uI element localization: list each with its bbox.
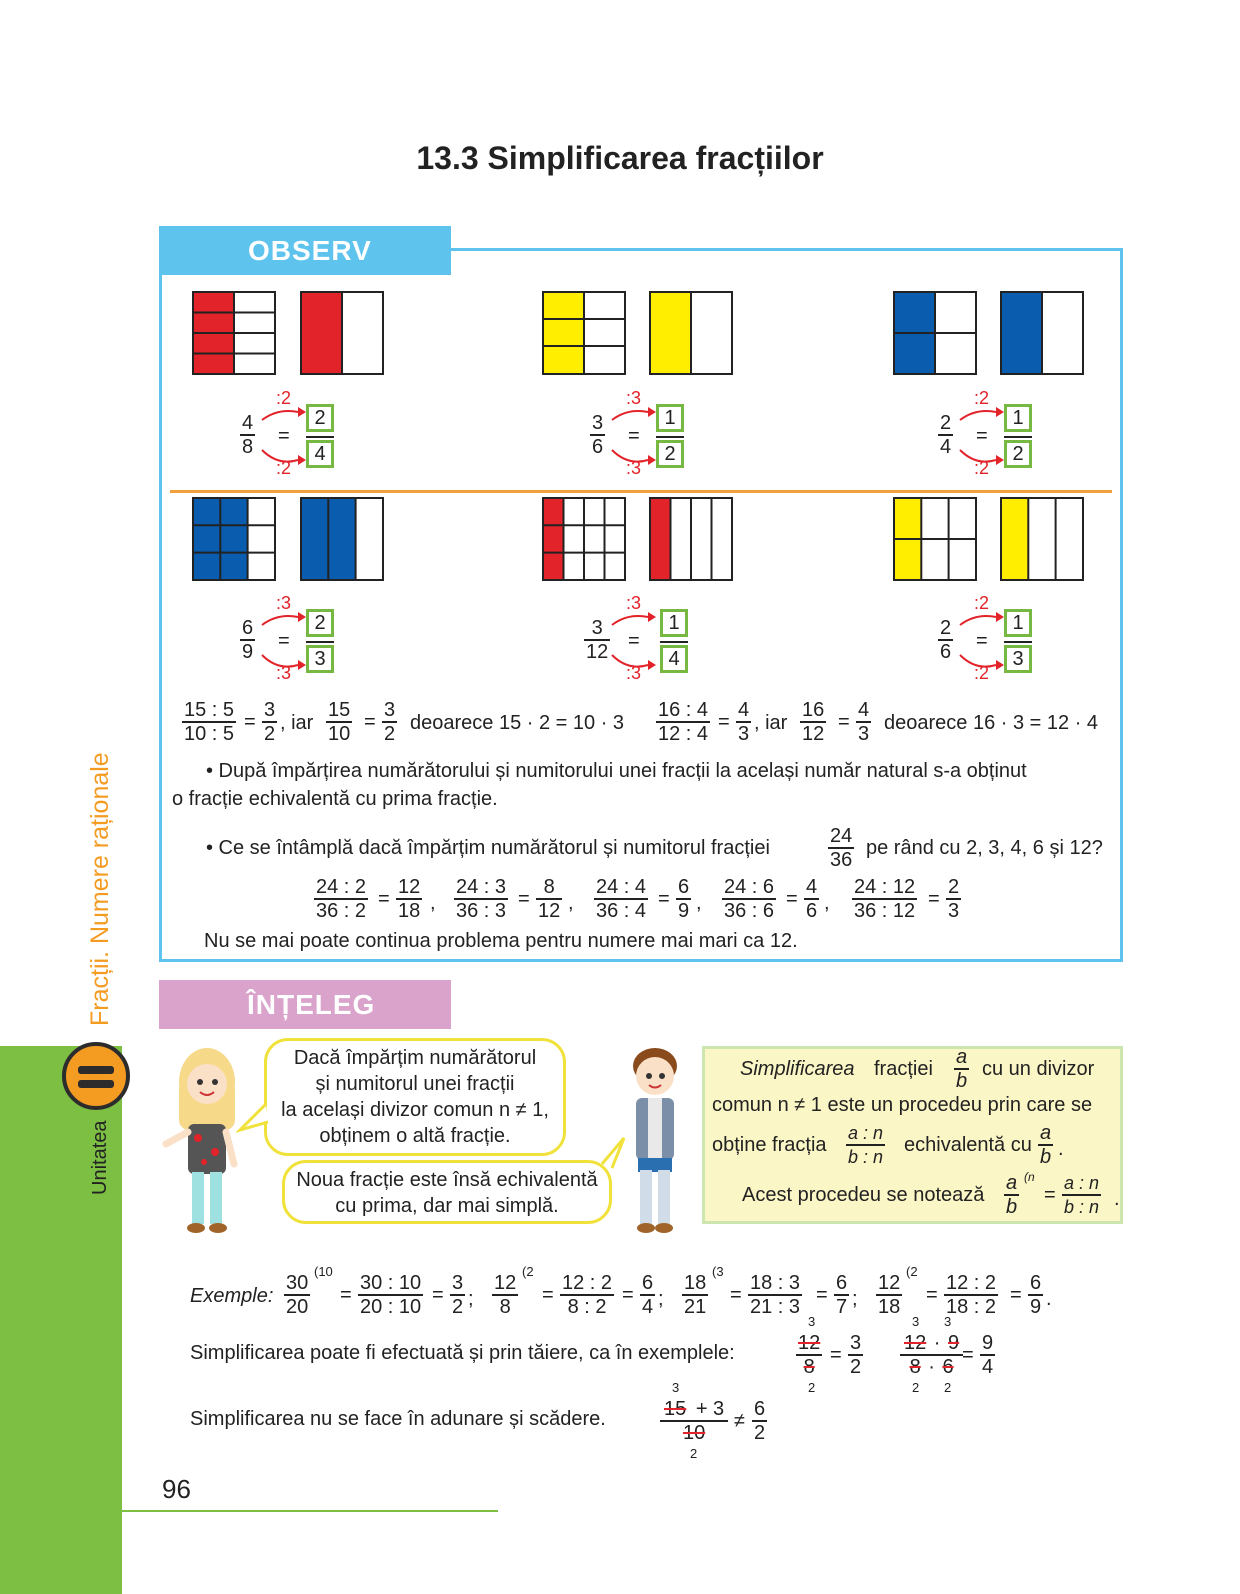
definition-frac-ab-2: a b (1040, 1122, 1052, 1168)
bubble-line: la același divizor comun n ≠ 1, (281, 1099, 549, 1121)
ex1-result-den: 4 (306, 440, 334, 468)
ex2-result-den: 2 (656, 440, 684, 468)
ex3-result-num: 1 (1004, 404, 1032, 432)
grid-6-9 (193, 498, 275, 580)
bullet2-pre: • Ce se întâmplă dacă împărțim numărătorul și numitorul fracției (206, 837, 770, 859)
page-title: 13.3 Simplificarea fracțiilor (416, 140, 824, 176)
cancel1-frac: 12 8 (798, 1332, 821, 1378)
cancel1-result: 3 2 (850, 1332, 862, 1378)
eq1-iar: , iar (280, 712, 314, 734)
equals: = (718, 711, 730, 733)
bar-icon (78, 1080, 114, 1088)
noadd-n2: + 3 (695, 1398, 725, 1420)
cancel-text: Simplificarea poate fi efectuată și prin tăiere, ca în exemplele: (190, 1342, 735, 1364)
speech-bubble-girl (264, 1038, 566, 1156)
noadd-result: 6 2 (754, 1398, 766, 1444)
div4-result: 4 6 (806, 876, 818, 922)
div1-frac: 24 : 2 36 : 2 (316, 876, 367, 922)
eq2-iar: , iar (754, 712, 788, 734)
bullet2-post: pe rând cu 2, 3, 4, 6 și 12? (866, 837, 1103, 859)
grid-2-4 (301, 292, 383, 374)
example3-sup: (3 (712, 1264, 724, 1279)
examples-label: Exemple: (190, 1285, 274, 1307)
ex5-fraction: 3 12 (586, 617, 609, 663)
bullet1-line2: o fracție echivalentă cu prima fracție. (172, 788, 498, 810)
definition-frac-an-bn: a : n b : n (848, 1123, 884, 1167)
equals: = (786, 888, 798, 910)
equals: = (730, 1284, 742, 1306)
equals: = (976, 630, 988, 652)
definition-frac-an-bn-2: a : n b : n (1064, 1173, 1100, 1217)
bubble-line: obținem o altă fracție. (319, 1125, 511, 1147)
equals: = (244, 711, 256, 733)
period: . (1058, 1138, 1064, 1160)
example1-frac: 30 20 (286, 1272, 309, 1318)
grid-1-2-yellow (650, 292, 732, 374)
definition-l1-mid: fracției (874, 1058, 933, 1080)
bubble-line: cu prima, dar mai simplă. (335, 1195, 559, 1217)
eq2-frac-b: 4 3 (738, 699, 750, 745)
cancel1-top: 3 (808, 1314, 816, 1329)
eq1-frac-a: 15 : 5 10 : 5 (184, 699, 235, 745)
equals: = (378, 888, 390, 910)
div4-frac: 24 : 6 36 : 6 (724, 876, 775, 922)
eq2-frac-c: 16 12 (802, 699, 825, 745)
example4-steps: 12 : 2 18 : 2 (946, 1272, 997, 1318)
fraction-bar (306, 436, 334, 438)
ex2-op-bot: :3 (626, 458, 642, 478)
ex1-result-num: 2 (306, 404, 334, 432)
ex6-result-den: 3 (1004, 645, 1032, 673)
div5-result: 2 3 (948, 876, 960, 922)
bubble-line: Noua fracție este însă echivalentă (296, 1169, 598, 1191)
ex5-op-bot: :3 (626, 663, 642, 683)
eq1-frac-b: 3 2 (264, 699, 276, 745)
example4-sup: (2 (906, 1264, 918, 1279)
noadd-frac (660, 1398, 728, 1444)
equals: = (816, 1284, 828, 1306)
bullet2-fraction: 24 36 (830, 825, 853, 871)
cancel2-n2: 9 (948, 1332, 960, 1354)
observ-tab: OBSERV (159, 226, 451, 275)
grid-4-8 (193, 292, 275, 374)
cancel2-bot1: 2 (912, 1380, 920, 1395)
equals: = (830, 1344, 842, 1366)
fraction-grids (0, 0, 1240, 700)
definition-frac-ab: a b (956, 1046, 968, 1092)
example2-steps: 12 : 2 8 : 2 (562, 1272, 613, 1318)
separator: , (696, 892, 702, 914)
grid-2-4-blue (894, 292, 976, 374)
ex2-result-num: 1 (656, 404, 684, 432)
equals: = (340, 1284, 352, 1306)
equals: = (658, 888, 670, 910)
noadd-den: 10 (682, 1422, 706, 1444)
noadd-bot: 2 (690, 1446, 698, 1461)
ex6-result-num: 1 (1004, 609, 1032, 637)
noadd-text: Simplificarea nu se face în adunare și scădere. (190, 1408, 606, 1430)
fraction-bar (1004, 436, 1032, 438)
equals: = (432, 1284, 444, 1306)
cancel2-result: 9 4 (982, 1332, 994, 1378)
speech-bubble-boy (282, 1160, 612, 1224)
eq1-frac-c: 15 10 (328, 699, 351, 745)
ex2-fraction: 3 6 (592, 412, 604, 458)
equals: = (838, 711, 850, 733)
equals: = (928, 888, 940, 910)
equals: = (1044, 1184, 1056, 1206)
equals: = (364, 711, 376, 733)
conclusion-text: Nu se mai poate continua problema pentru numere mai mari ca 12. (204, 930, 798, 952)
noadd-neq: ≠ (734, 1410, 745, 1432)
footer-line (122, 1510, 498, 1512)
example2-frac: 12 8 (494, 1272, 517, 1318)
example4-result: 6 9 (1030, 1272, 1042, 1318)
definition-frac-ab-3: a b (1006, 1172, 1018, 1218)
div1-result: 12 18 (398, 876, 421, 922)
boy-illustration (622, 1040, 688, 1236)
fraction-bar (660, 641, 688, 643)
separator: , (824, 892, 830, 914)
definition-l3-pre: obține fracția (712, 1134, 827, 1156)
ex4-op-bot: :3 (276, 663, 292, 683)
ex6-fraction: 2 6 (940, 617, 952, 663)
ex5-op-top: :3 (626, 593, 642, 613)
definition-l1-end: cu un divizor (982, 1058, 1095, 1080)
ex2-op-top: :3 (626, 388, 642, 408)
equals: = (278, 425, 290, 447)
bubble-line: Dacă împărțim numărătorul (293, 1047, 537, 1069)
cancel2-top2: 3 (944, 1314, 952, 1329)
div5-frac: 24 : 12 36 : 12 (854, 876, 916, 922)
eq2-frac-a: 16 : 4 12 : 4 (658, 699, 709, 745)
bullet1-line1: • După împărțirea numărătorului și numitorului unei fracții la același număr natural s-a obținut (206, 760, 1027, 782)
eq2-frac-d: 4 3 (858, 699, 870, 745)
equals: = (278, 630, 290, 652)
ex1-op-top: :2 (276, 388, 292, 408)
grid-3-12 (543, 498, 625, 580)
definition-sup-n: (n (1024, 1170, 1035, 1184)
fraction-bar (656, 436, 684, 438)
ex4-op-top: :3 (276, 593, 292, 613)
example1-sup: (10 (314, 1264, 333, 1279)
separator: , (430, 892, 436, 914)
noadd-top: 3 (672, 1380, 680, 1395)
separator: , (568, 892, 574, 914)
equals: = (1010, 1284, 1022, 1306)
example3-steps: 18 : 3 21 : 3 (750, 1272, 801, 1318)
example2-sup: (2 (522, 1264, 534, 1279)
definition-l2: comun n ≠ 1 este un procedeu prin care se (712, 1094, 1093, 1116)
definition-term: Simplificarea (740, 1058, 855, 1080)
eq1-because: deoarece 15 · 2 = 10 · 3 (410, 712, 625, 734)
example1-steps: 30 : 10 20 : 10 (360, 1272, 422, 1318)
ex4-result-den: 3 (306, 645, 334, 673)
ex4-result-num: 2 (306, 609, 334, 637)
separator: . (1046, 1288, 1052, 1310)
ex5-result-num: 1 (660, 609, 688, 637)
grid-2-6 (894, 498, 976, 580)
ex3-op-top: :2 (974, 388, 990, 408)
bubble-tail-boy (598, 1134, 628, 1174)
unit-label: Unitatea (89, 1120, 111, 1195)
example1-result: 3 2 (452, 1272, 464, 1318)
cancel2-top1: 3 (912, 1314, 920, 1329)
equals: = (926, 1284, 938, 1306)
inteleg-tab: ÎNȚELEG (159, 980, 451, 1029)
equals: = (628, 630, 640, 652)
cancel2-n1: 12 (904, 1332, 927, 1354)
page-number: 96 (162, 1474, 191, 1504)
ex6-op-bot: :2 (974, 663, 990, 683)
div3-result: 6 9 (678, 876, 690, 922)
unit-badge-icon (62, 1042, 130, 1110)
cancel2-d1: 8 (909, 1356, 921, 1378)
equals: = (622, 1284, 634, 1306)
definition-l4-pre: Acest procedeu se notează (742, 1184, 985, 1206)
cancel2-bot2: 2 (944, 1380, 952, 1395)
bubble-line: și numitorul unei fracții (315, 1073, 515, 1095)
ex5-result-den: 4 (660, 645, 688, 673)
bar-icon (78, 1066, 114, 1074)
div2-frac: 24 : 3 36 : 3 (456, 876, 507, 922)
equals: = (962, 1344, 974, 1366)
fraction-bar (306, 641, 334, 643)
grid-2-3 (301, 498, 383, 580)
separator: ; (468, 1288, 474, 1310)
equals: = (542, 1284, 554, 1306)
ex3-result-den: 2 (1004, 440, 1032, 468)
example3-result: 6 7 (836, 1272, 848, 1318)
ex1-fraction: 4 8 (242, 412, 254, 458)
equals: = (976, 425, 988, 447)
ex1-op-bot: :2 (276, 458, 292, 478)
noadd-n1: 15 (664, 1398, 687, 1420)
grid-1-4 (650, 498, 732, 580)
ex3-op-bot: :2 (974, 458, 990, 478)
eq1-frac-d: 3 2 (384, 699, 396, 745)
cancel2-d2: 6 (942, 1356, 954, 1378)
div3-frac: 24 : 4 36 : 4 (596, 876, 647, 922)
div2-result: 8 12 (538, 876, 561, 922)
example3-frac: 18 21 (684, 1272, 707, 1318)
equals: = (628, 425, 640, 447)
ex4-fraction: 6 9 (242, 617, 254, 663)
chapter-title: Fracții. Numere raționale (86, 752, 114, 1026)
separator: ; (852, 1288, 858, 1310)
cancel1-bot: 2 (808, 1380, 816, 1395)
grid-1-3 (1001, 498, 1083, 580)
ex6-op-top: :2 (974, 593, 990, 613)
fraction-bar (1004, 641, 1032, 643)
separator: ; (658, 1288, 664, 1310)
bubble-tail-girl (236, 1100, 276, 1140)
red-arrows (262, 411, 996, 667)
definition-l3-mid: echivalentă cu (904, 1134, 1032, 1156)
eq2-because: deoarece 16 · 3 = 12 · 4 (884, 712, 1099, 734)
grid-3-6 (543, 292, 625, 374)
example4-frac: 12 18 (878, 1272, 901, 1318)
period: . (1114, 1188, 1120, 1210)
example2-result: 6 4 (642, 1272, 654, 1318)
ex3-fraction: 2 4 (940, 412, 952, 458)
equals: = (518, 888, 530, 910)
grid-1-2-blue (1001, 292, 1083, 374)
cancel2-frac: 12 · 9 8 · 6 (900, 1332, 963, 1378)
